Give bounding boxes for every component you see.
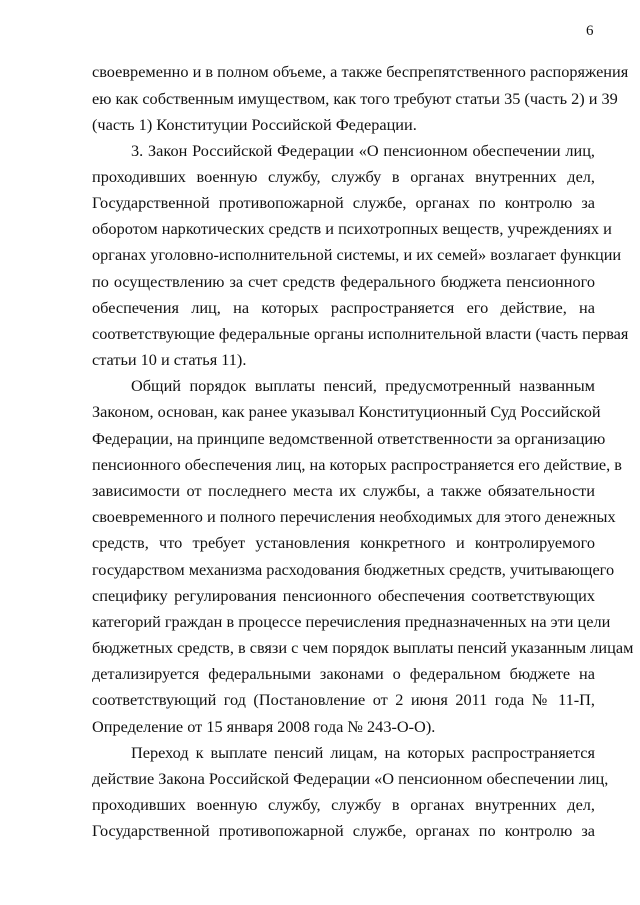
paragraph-3-line: государством механизма расходования бюджетных средств, учитывающего (92, 560, 615, 579)
paragraph-3-line: детализируется федеральными законами о федеральном бюджете на (92, 664, 595, 683)
paragraph-2-line: статьи 10 и статья 11). (92, 350, 247, 369)
paragraph-3-line: Общий порядок выплаты пенсий, предусмотренный названным (131, 376, 595, 395)
paragraph-4-line: Государственной противопожарной службе, органах по контролю за (92, 821, 595, 840)
paragraph-1-line: ею как собственным имуществом, как того требуют статьи 35 (часть 2) и 39 (92, 89, 618, 108)
paragraph-3-line: категорий граждан в процессе перечисления предназначенных на эти цели (92, 612, 611, 631)
paragraph-2-line: 3. Закон Российской Федерации «О пенсионном обеспечении лиц, (131, 141, 595, 160)
paragraph-3-line: Федерации, на принципе ведомственной ответственности за организацию (92, 429, 606, 448)
paragraph-3-line: специфику регулирования пенсионного обеспечения соответствующих (92, 586, 595, 605)
paragraph-2-line: оборотом наркотических средств и психотропных веществ, учреждениях и (92, 219, 612, 238)
paragraph-2-line: органах уголовно-исполнительной системы, и их семей» возлагает функции (92, 245, 622, 264)
paragraph-4-line: проходивших военную службу, службу в органах внутренних дел, (92, 795, 595, 814)
paragraph-2-line: Государственной противопожарной службе, органах по контролю за (92, 193, 595, 212)
paragraph-3-line: Определение от 15 января 2008 года № 243-О-О). (92, 717, 436, 736)
paragraph-3-line: зависимости от последнего места их службы, а также обязательности (92, 481, 595, 500)
paragraph-1-line: своевременно и в полном объеме, а также беспрепятственного распоряжения (92, 62, 629, 81)
page-number: 6 (586, 23, 594, 39)
paragraph-2-line: соответствующие федеральные органы исполнительной власти (часть первая (92, 324, 629, 343)
paragraph-3-line: средств, что требует установления конкретного и контролируемого (92, 533, 595, 552)
paragraph-2-line: проходивших военную службу, службу в органах внутренних дел, (92, 167, 595, 186)
paragraph-4-line: Переход к выплате пенсий лицам, на которых распространяется (131, 743, 595, 762)
paragraph-2-line: по осуществлению за счет средств федерального бюджета пенсионного (92, 272, 595, 291)
paragraph-1-line: (часть 1) Конституции Российской Федерации. (92, 115, 417, 134)
paragraph-3-line: своевременного и полного перечисления необходимых для этого денежных (92, 507, 616, 526)
paragraph-3-line: пенсионного обеспечения лиц, на которых распространяется его действие, в (92, 455, 622, 474)
paragraph-3-line: соответствующий год (Постановление от 2 июня 2011 года № 11-П, (92, 690, 595, 709)
paragraph-3-line: Законом, основан, как ранее указывал Конституционный Суд Российской (92, 402, 601, 421)
paragraph-2-line: обеспечения лиц, на которых распространяется его действие, на (92, 298, 595, 317)
paragraph-3-line: бюджетных средств, в связи с чем порядок выплаты пенсий указанным лицам (92, 638, 634, 657)
paragraph-4-line: действие Закона Российской Федерации «О пенсионном обеспечении лиц, (92, 769, 609, 788)
